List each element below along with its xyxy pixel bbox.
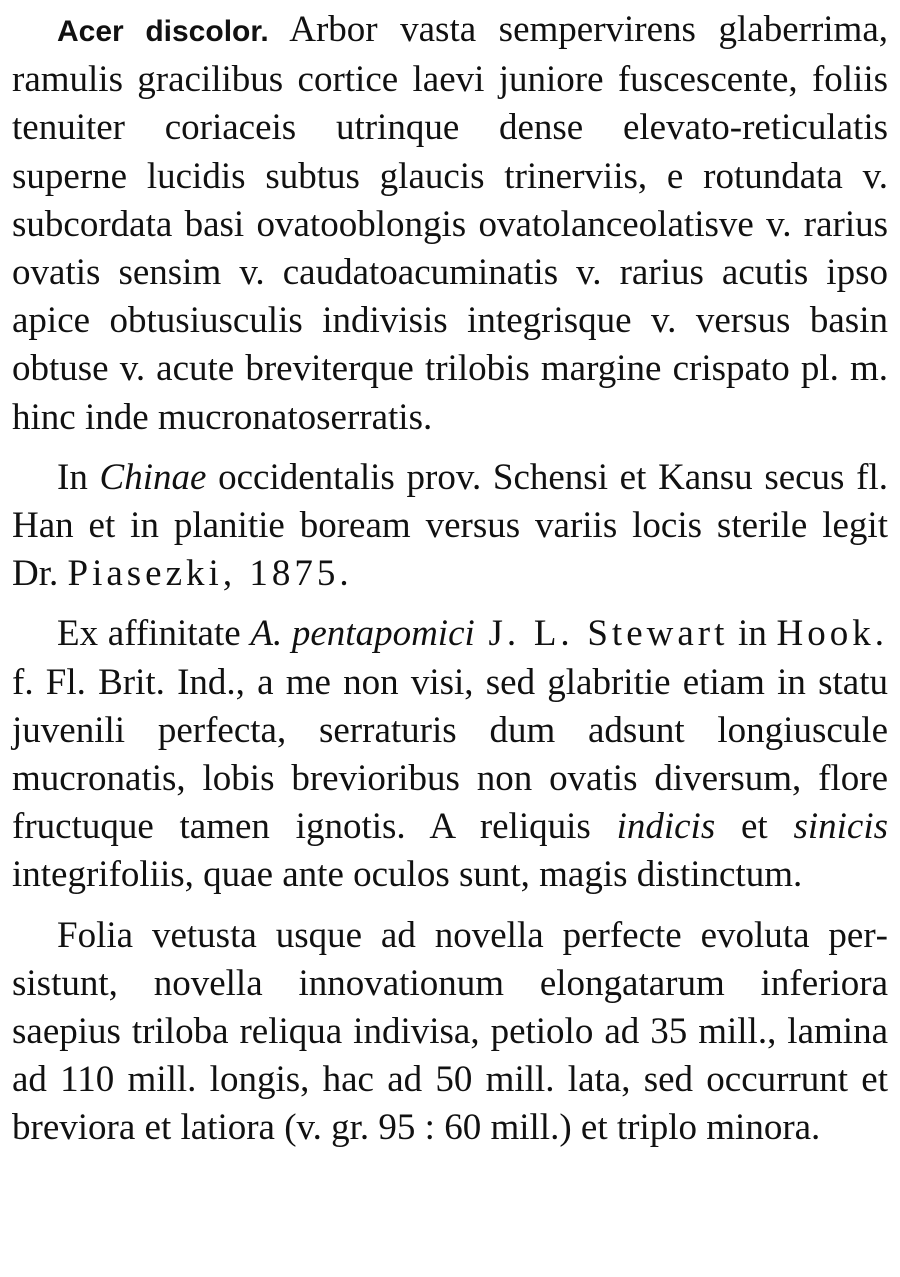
locality-year: , 1875.: [222, 553, 353, 595]
locality-text-2: occidentalis prov. Schensi et Kansu secus fl. Han et in planitie boream versus variis locis sterile legit Dr.: [12, 456, 889, 595]
leaves-text: Folia vetusta usque ad novella perfecte evoluta persistunt, novella innovationum elongatarum inferiora saepius triloba reliqua indivisa, petiolo ad 35 mill., lamina ad 110 mill. longis, hac ad 50 mill. lata, sed occurrunt et breviora et latiora (v. gr. 95 : 60 mill.) et triplo minora.: [12, 914, 888, 1149]
description-paragraph: [12, 6, 888, 442]
affinity-work: Hook.: [776, 613, 889, 655]
affinity-author: J. L. Stewart: [474, 613, 729, 655]
description-text: Arbor vasta sempervirens glaberrima, ramulis gracilibus cortice laevi juniore fuscescente, foliis tenuiter coriaceis utrinque dense elevato-reticulatis superne lucidis subtus glaucis trinerviis, e rotundata v. subcordata basi ovatooblongis ovatolanceolatisve v. rarius ovatis sensim v. caudatoacuminatis v. rarius acutis ipso apice obtusiusculis indivisis integrisque v. versus basin obtuse v. acute breviterque trilobis margine crispato pl. m. hinc inde mucronatoserratis.: [12, 9, 888, 438]
affinity-species: A. pentapomici: [250, 613, 475, 655]
affinity-text-2: in: [728, 613, 777, 655]
locality-text-1: In: [57, 456, 100, 498]
collector-name: Piasezki: [67, 553, 223, 595]
affinity-text-3: f. Fl. Brit. Ind., a me non visi, sed glabritie etiam in statu juvenili perfecta, serraturis dum adsunt longiuscule mucronatis, lobis brevioribus non ovatis diversum, flore fructuque tamen ignotis. A reliquis: [12, 661, 888, 848]
affinity-paragraph: [12, 610, 888, 899]
document-page: [12, 6, 888, 1153]
affinity-text-1: Ex affinitate: [57, 613, 251, 655]
leaves-paragraph: [12, 912, 888, 1153]
locality-paragraph: [12, 454, 888, 599]
species-name: Acer discolor.: [57, 15, 269, 48]
affinity-text-4: et: [715, 806, 794, 848]
region-name: Chinae: [99, 456, 207, 498]
affinity-indicis: indicis: [616, 806, 716, 848]
affinity-sinicis: sinicis: [793, 806, 889, 848]
affinity-text-5: integrifoliis, quae ante oculos sunt, magis distinctum.: [12, 854, 803, 896]
